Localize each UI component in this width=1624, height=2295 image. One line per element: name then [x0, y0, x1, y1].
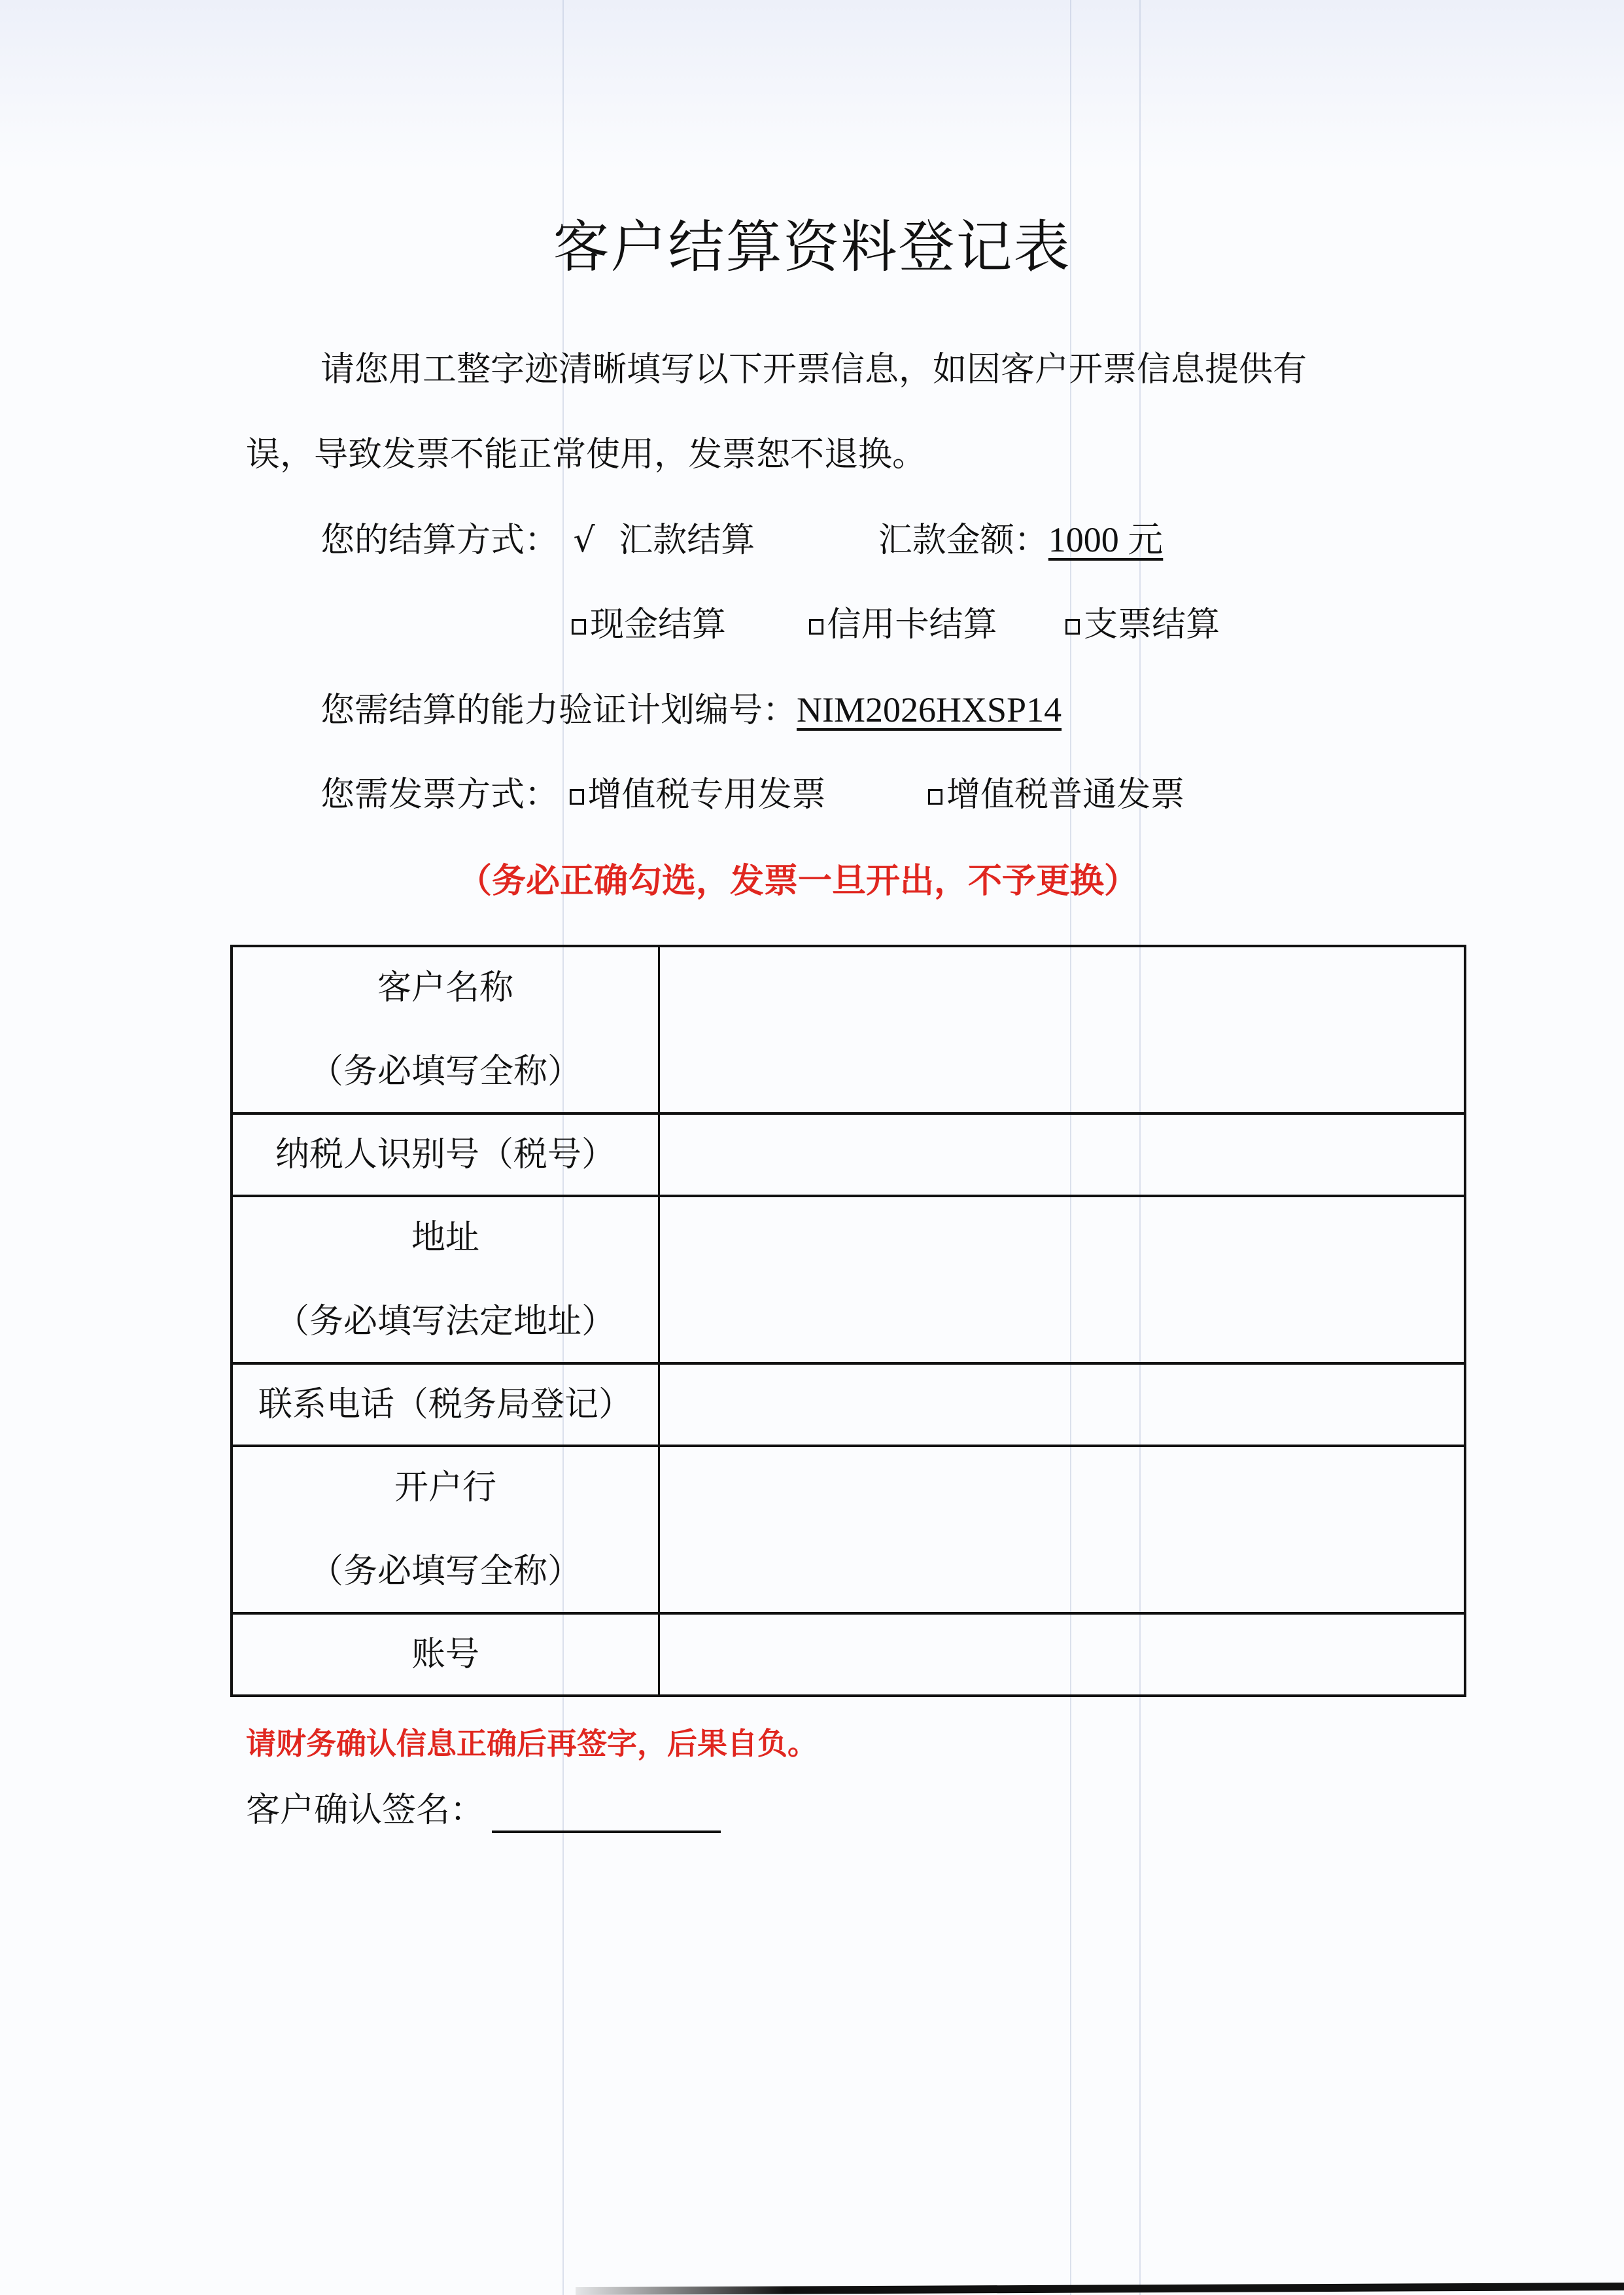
customer-name-input[interactable] [659, 946, 1466, 1113]
settlement-option-cash[interactable] [572, 605, 737, 644]
amount-value: 1000 元 [1048, 520, 1164, 559]
table-row-tax-id [232, 1113, 1465, 1196]
scan-tint [0, 0, 1624, 170]
bank-input[interactable] [659, 1446, 1466, 1613]
signature-row [246, 1787, 721, 1833]
instructions-line-2: 误，导致发票不能正常使用，发票恕不退换。 [246, 435, 927, 474]
checkbox-icon[interactable] [809, 619, 823, 635]
field-hint: （务必填写法定地址） [275, 1302, 615, 1341]
plan-number: NIM2026HXSP14 [797, 690, 1062, 729]
label-cell [232, 1113, 659, 1196]
invoice-option-general-vat[interactable] [928, 775, 1184, 815]
field-label: 客户名称 [377, 968, 513, 1007]
phone-input[interactable] [659, 1363, 1466, 1446]
option-label: 现金结算 [590, 605, 727, 644]
finance-confirm-note: 请财务确认信息正确后再签字，后果自负。 [246, 1726, 818, 1761]
option-label: 支票结算 [1084, 605, 1220, 644]
billing-info-table [230, 945, 1466, 1697]
checkmark-icon[interactable]: √ [573, 521, 595, 560]
label-cell [232, 946, 659, 1113]
checkbox-icon[interactable] [570, 789, 584, 805]
field-label: 联系电话（税务局登记） [258, 1385, 632, 1424]
plan-row [320, 687, 1062, 733]
tax-id-input[interactable] [659, 1113, 1466, 1196]
option-label: 信用卡结算 [827, 605, 997, 644]
signature-field[interactable] [492, 1795, 721, 1833]
checkbox-icon[interactable] [928, 789, 942, 805]
table-row-account [232, 1613, 1465, 1696]
table-row-address [232, 1196, 1465, 1363]
amount-label: 汇款金额： [878, 521, 1048, 560]
settlement-label: 您的结算方式： [320, 521, 559, 560]
scan-edge-shadow [576, 2283, 1624, 2295]
option-label: 增值税专用发票 [587, 775, 826, 815]
invoice-option-special-vat[interactable] [570, 775, 837, 815]
field-label: 纳税人识别号（税号） [275, 1135, 615, 1174]
instructions-line-1: 请您用工整字迹清晰填写以下开票信息，如因客户开票信息提供有 [320, 350, 1307, 389]
table-row-bank [232, 1446, 1465, 1613]
settlement-option-credit-card[interactable] [809, 605, 1009, 644]
label-cell [232, 1363, 659, 1446]
settlement-options-row [572, 602, 1220, 648]
option-label: 增值税普通发票 [946, 775, 1185, 815]
settlement-option-check[interactable] [1065, 605, 1220, 644]
label-cell [232, 1446, 659, 1613]
field-label: 地址 [411, 1218, 479, 1257]
signature-label: 客户确认签名： [246, 1791, 485, 1830]
page-title: 客户结算资料登记表 [553, 215, 1071, 280]
label-cell [232, 1613, 659, 1696]
table-row-phone [232, 1363, 1465, 1446]
label-cell [232, 1196, 659, 1363]
address-input[interactable] [659, 1196, 1466, 1363]
field-label: 账号 [411, 1635, 479, 1674]
invoice-row [320, 772, 1184, 818]
table-row-customer-name [232, 946, 1465, 1113]
checkbox-icon[interactable] [572, 619, 586, 635]
invoice-label: 您需发票方式： [320, 775, 559, 815]
account-number-input[interactable] [659, 1613, 1466, 1696]
settlement-row [320, 517, 1163, 563]
warning-text: （务必正确勾选，发票一旦开出，不予更换） [458, 862, 1139, 901]
plan-label: 您需结算的能力验证计划编号： [320, 691, 797, 730]
field-hint: （务必填写全称） [309, 1552, 581, 1591]
settlement-option-remittance[interactable]: 汇款结算 [619, 521, 755, 560]
field-label: 开户行 [394, 1468, 496, 1507]
checkbox-icon[interactable] [1065, 619, 1080, 635]
field-hint: （务必填写全称） [309, 1052, 581, 1091]
